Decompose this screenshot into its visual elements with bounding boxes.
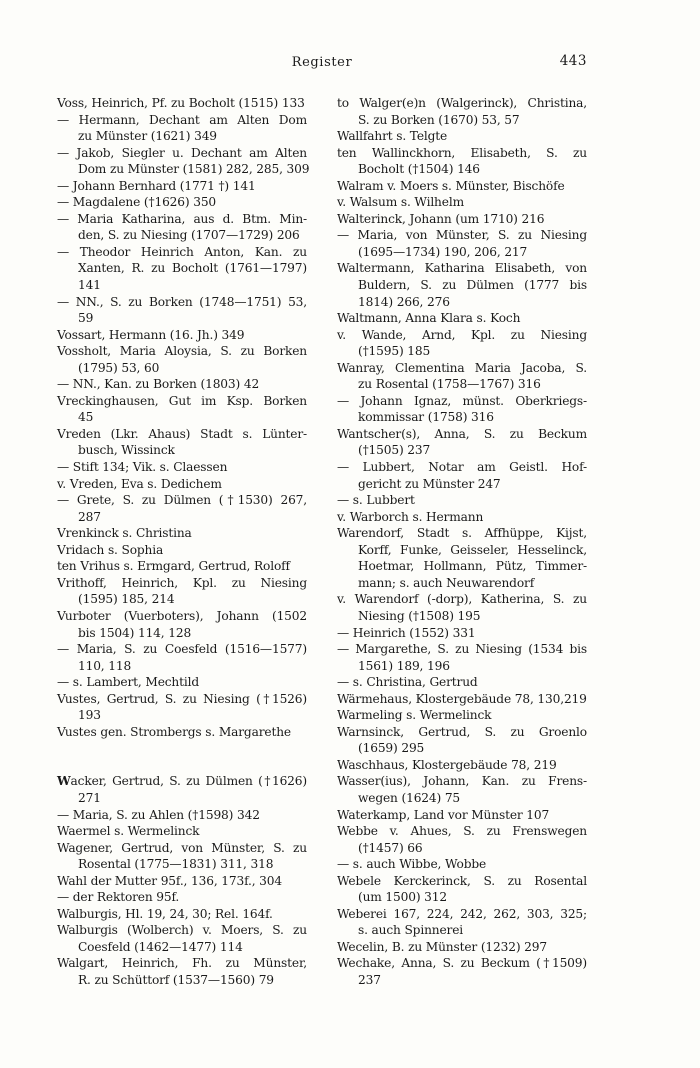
- index-line: (1659) 295: [358, 741, 425, 756]
- index-line: — Theodor Heinrich Anton, Kan. zu: [57, 244, 307, 259]
- index-line: R. zu Schüttorf (1537—1560) 79: [78, 972, 274, 987]
- index-line: Vridach s. Sophia: [57, 542, 164, 557]
- index-line: mann; s. auch Neuwarendorf: [358, 575, 535, 590]
- index-line: Webele Kerckerinck, S. zu Rosental: [337, 873, 587, 888]
- index-line: 141: [78, 278, 101, 293]
- register-index: [57, 95, 587, 989]
- index-line: ten Wallinckhorn, Elisabeth, S. zu: [337, 145, 587, 160]
- index-line: — Maria, S. zu Coesfeld (1516—1577): [57, 642, 307, 657]
- index-line: Dom zu Münster (1581) 282, 285, 309: [78, 162, 310, 177]
- index-line: 237: [358, 972, 381, 987]
- index-line: 271: [78, 790, 101, 805]
- index-line: Wärmehaus, Klostergebäude 78, 130,219: [337, 691, 587, 706]
- index-line: Wasser(ius), Johann, Kan. zu Frens-: [337, 774, 587, 789]
- index-line: 287: [78, 509, 101, 524]
- index-line: Niesing (†1508) 195: [358, 608, 481, 623]
- index-line: Wagener, Gertrud, von Münster, S. zu: [57, 840, 307, 855]
- page-number: 443: [559, 53, 587, 69]
- index-line: (†1595) 185: [358, 344, 431, 359]
- index-line: — Johann Ignaz, münst. Oberkriegs-: [337, 393, 587, 408]
- index-line: Vossart, Hermann (16. Jh.) 349: [57, 327, 245, 342]
- index-line: Vreckinghausen, Gut im Ksp. Borken: [57, 393, 307, 408]
- index-line: — Maria, S. zu Ahlen (†1598) 342: [57, 807, 260, 822]
- index-line: zu Rosental (1758—1767) 316: [358, 377, 541, 392]
- index-line: Waltmann, Anna Klara s. Koch: [337, 311, 521, 326]
- index-line: — Jakob, Siegler u. Dechant am Alten: [57, 145, 307, 160]
- index-line: — s. auch Wibbe, Wobbe: [337, 857, 487, 872]
- index-line: ten Vrihus s. Ermgard, Gertrud, Roloff: [57, 559, 290, 574]
- index-line: (1695—1734) 190, 206, 217: [358, 244, 528, 259]
- index-line: — s. Christina, Gertrud: [337, 675, 478, 690]
- index-line: — NN., Kan. zu Borken (1803) 42: [57, 377, 260, 392]
- index-line: 1561) 189, 196: [358, 658, 450, 673]
- index-line: Vurboter (Vuerboters), Johann (1502: [57, 608, 307, 623]
- index-line: Walburgis, Hl. 19, 24, 30; Rel. 164f.: [57, 906, 273, 921]
- index-line: Korff, Funke, Geisseler, Hesselinck,: [358, 542, 587, 557]
- index-line: zu Münster (1621) 349: [78, 129, 217, 144]
- index-line: Hoetmar, Hollmann, Pütz, Timmer-: [358, 559, 587, 574]
- index-line: den, S. zu Niesing (1707—1729) 206: [78, 228, 300, 243]
- index-line: — Maria, von Münster, S. zu Niesing: [337, 228, 587, 243]
- index-line: Waterkamp, Land vor Münster 107: [337, 807, 550, 822]
- index-line: — der Rektoren 95f.: [57, 890, 180, 905]
- index-line: Vrithoff, Heinrich, Kpl. zu Niesing: [57, 575, 307, 590]
- index-line: — Heinrich (1552) 331: [337, 625, 476, 640]
- index-line: Vrenkinck s. Christina: [57, 526, 192, 541]
- index-line: Wechake, Anna, S. zu Beckum (†1509): [337, 956, 587, 971]
- index-line: — Margarethe, S. zu Niesing (1534 bis: [337, 642, 587, 657]
- index-line: — NN., S. zu Borken (1748—1751) 53,: [57, 294, 307, 309]
- index-line: (1595) 185, 214: [78, 592, 175, 607]
- index-line: Waschhaus, Klostergebäude 78, 219: [337, 757, 557, 772]
- index-line: Vossholt, Maria Aloysia, S. zu Borken: [57, 344, 307, 359]
- index-line: — s. Lubbert: [337, 493, 415, 508]
- index-line: — Lubbert, Notar am Geistl. Hof-: [337, 460, 587, 475]
- index-line: 45: [78, 410, 94, 425]
- index-line: Wallfahrt s. Telgte: [337, 129, 448, 144]
- index-line: Walterinck, Johann (um 1710) 216: [337, 211, 545, 226]
- index-line: bis 1504) 114, 128: [78, 625, 192, 640]
- index-line: Vustes, Gertrud, S. zu Niesing (†1526): [57, 691, 307, 706]
- index-column-right: [337, 95, 587, 989]
- index-line: 1814) 266, 276: [358, 294, 450, 309]
- index-line: busch, Wissinck: [78, 443, 175, 458]
- blank-line: [57, 757, 307, 774]
- index-line: — Stift 134; Vik. s. Claessen: [57, 460, 228, 475]
- index-line: 193: [78, 708, 101, 723]
- index-line: Webbe v. Ahues, S. zu Frenswegen: [337, 824, 587, 839]
- index-line: Vreden (Lkr. Ahaus) Stadt s. Lünter-: [57, 426, 307, 441]
- index-line: — Hermann, Dechant am Alten Dom: [57, 112, 307, 127]
- index-line: Walram v. Moers s. Münster, Bischöfe: [337, 178, 565, 193]
- index-line: — Magdalene (†1626) 350: [57, 195, 217, 210]
- index-line: s. auch Spinnerei: [358, 923, 464, 938]
- index-line: Waltermann, Katharina Elisabeth, von: [337, 261, 587, 276]
- index-line: v. Walsum s. Wilhelm: [337, 195, 464, 210]
- index-line: v. Vreden, Eva s. Dedichem: [57, 476, 222, 491]
- index-line: Waermel s. Wermelinck: [57, 824, 200, 839]
- index-line: Walburgis (Wolberch) v. Moers, S. zu: [57, 923, 307, 938]
- index-line: S. zu Borken (1670) 53, 57: [358, 112, 520, 127]
- index-line: Wahl der Mutter 95f., 136, 173f., 304: [57, 873, 282, 888]
- index-line: Vustes gen. Strombergs s. Margarethe: [57, 724, 291, 739]
- index-line: (1795) 53, 60: [78, 360, 160, 375]
- index-line: Buldern, S. zu Dülmen (1777 bis: [358, 278, 587, 293]
- index-line: (um 1500) 312: [358, 890, 447, 905]
- blank-line: [57, 740, 307, 757]
- index-line: v. Wande, Arnd, Kpl. zu Niesing: [337, 327, 587, 342]
- index-line: 110, 118: [78, 658, 132, 673]
- index-line: Voss, Heinrich, Pf. zu Bocholt (1515) 133: [57, 96, 305, 110]
- index-line: — s. Lambert, Mechtild: [57, 675, 200, 690]
- index-column-left: [57, 95, 310, 989]
- index-line: wegen (1624) 75: [358, 790, 461, 805]
- index-line: kommissar (1758) 316: [358, 410, 494, 425]
- index-line: Coesfeld (1462—1477) 114: [78, 939, 243, 954]
- index-line: Walgart, Heinrich, Fh. zu Münster,: [57, 956, 307, 971]
- index-line: Bocholt (†1504) 146: [358, 162, 480, 177]
- index-line: 59: [78, 311, 94, 326]
- index-line: — Johann Bernhard (1771 †) 141: [57, 178, 256, 193]
- page-title: Register: [291, 55, 353, 70]
- running-head: [57, 54, 587, 71]
- index-line: (†1505) 237: [358, 443, 431, 458]
- index-line: v. Warendorf (-dorp), Katherina, S. zu: [337, 592, 587, 607]
- index-line: — Maria Katharina, aus d. Btm. Min-: [57, 211, 307, 226]
- index-line: Xanten, R. zu Bocholt (1761—1797): [78, 261, 307, 276]
- index-line: v. Warborch s. Hermann: [337, 509, 484, 524]
- index-line: Warmeling s. Wermelinck: [337, 708, 492, 723]
- index-line: (†1457) 66: [358, 840, 423, 855]
- book-page: [57, 54, 587, 989]
- index-line: to Walger(e)n (Walgerinck), Christina,: [337, 96, 587, 110]
- index-line: Warnsinck, Gertrud, S. zu Groenlo: [337, 724, 587, 739]
- index-line: Wecelin, B. zu Münster (1232) 297: [337, 939, 547, 954]
- index-line: Wantscher(s), Anna, S. zu Beckum: [337, 426, 587, 441]
- index-line: — Grete, S. zu Dülmen (†1530) 267,: [57, 493, 307, 508]
- index-line: Warendorf, Stadt s. Affhüppe, Kijst,: [337, 526, 587, 541]
- index-line: Wacker, Gertrud, S. zu Dülmen (†1626): [57, 774, 307, 789]
- index-line: Rosental (1775—1831) 311, 318: [78, 857, 274, 872]
- index-line: Weberei 167, 224, 242, 262, 303, 325;: [337, 906, 587, 921]
- index-line: Wanray, Clementina Maria Jacoba, S.: [337, 360, 587, 375]
- index-line: gericht zu Münster 247: [358, 476, 501, 491]
